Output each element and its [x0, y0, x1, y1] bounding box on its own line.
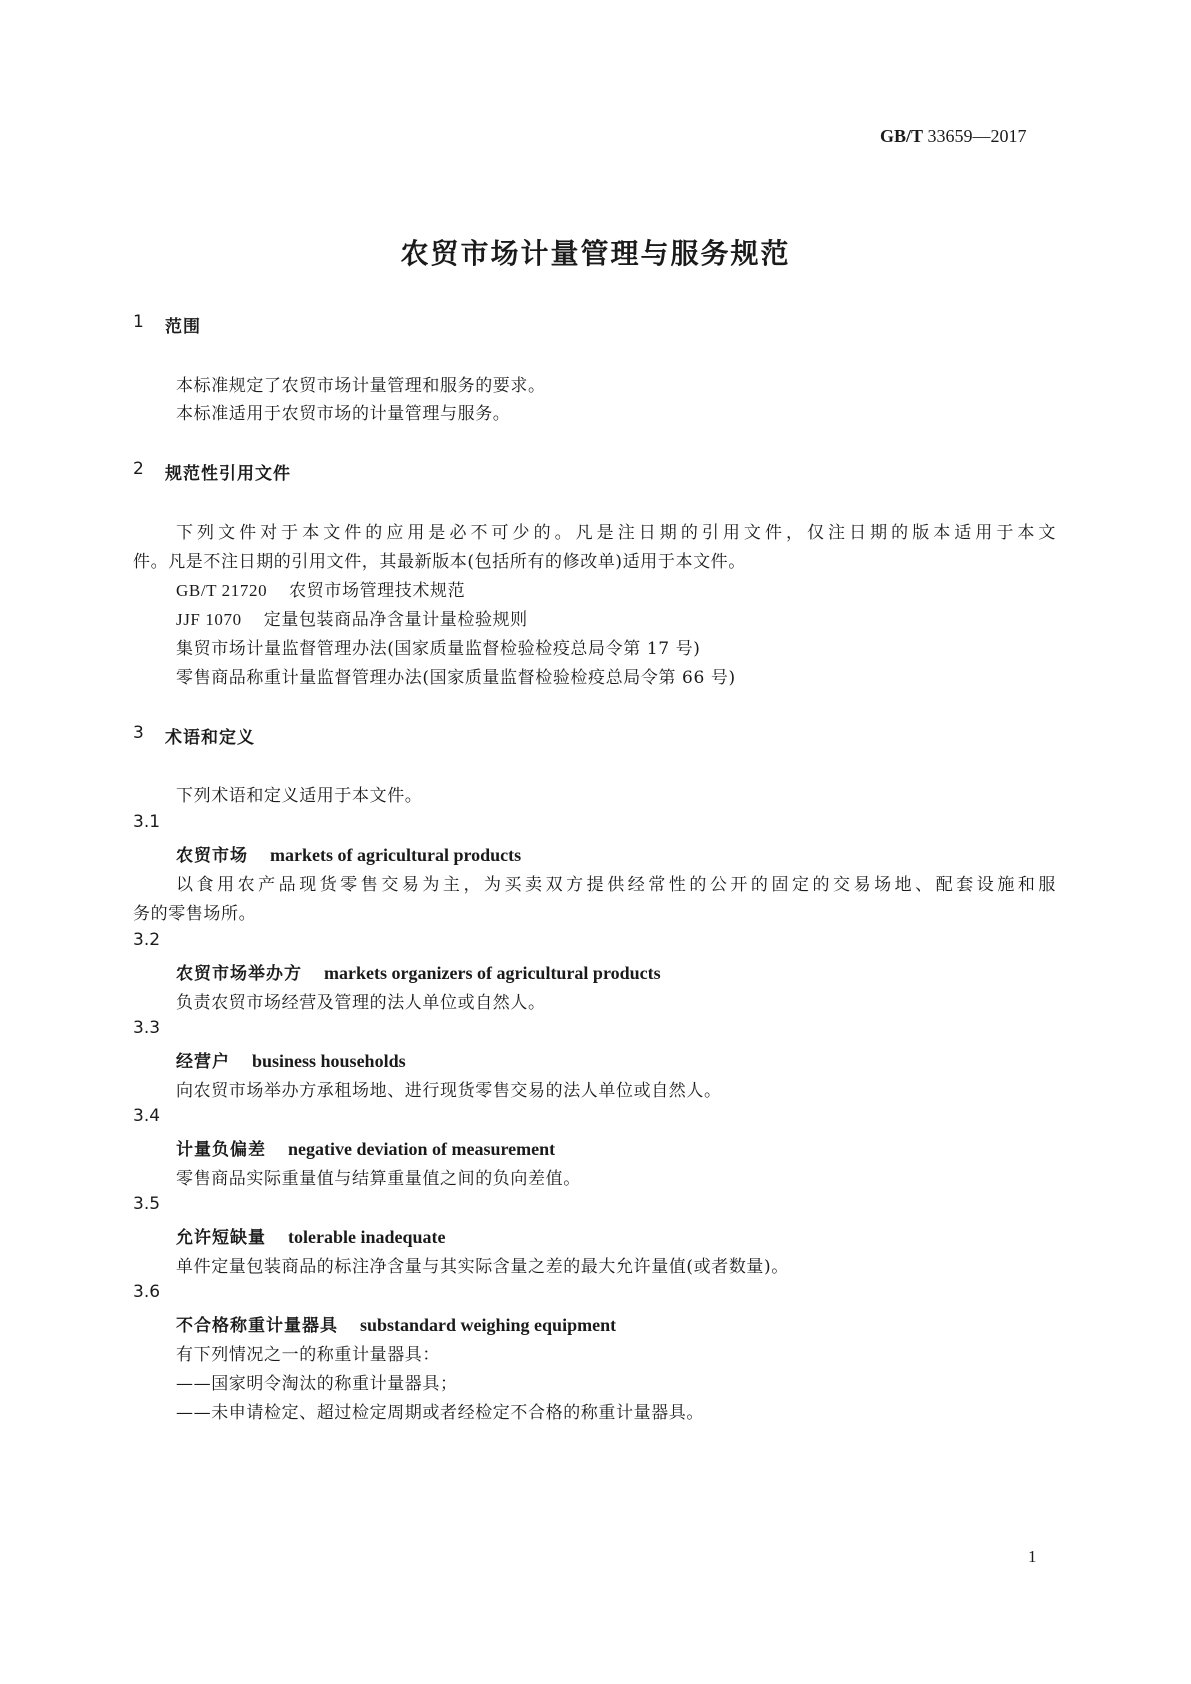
clause-number: 3.6: [133, 1282, 161, 1302]
section-3-intro: 下列术语和定义适用于本文件。: [176, 786, 423, 806]
standard-prefix: GB/T: [880, 126, 924, 146]
reference-item: [176, 605, 528, 630]
section-1-number: 1: [133, 312, 144, 332]
term-english: markets organizers of agricultural products: [324, 963, 661, 983]
page-number: 1: [1028, 1547, 1037, 1566]
term-definition: 向农贸市场举办方承租场地、进行现货零售交易的法人单位或自然人。: [176, 1081, 722, 1101]
term-heading: [176, 959, 661, 984]
term-english: substandard weighing equipment: [360, 1315, 617, 1335]
term-definition: 单件定量包装商品的标注净含量与其实际含量之差的最大允许量值(或者数量)。: [176, 1257, 789, 1277]
term-heading: [176, 841, 521, 866]
term-english: negative deviation of measurement: [288, 1139, 556, 1159]
reference-title: 零售商品称重计量监督管理办法(国家质量监督检验检疫总局令第 66 号): [176, 668, 736, 688]
section-3-number: 3: [133, 723, 144, 743]
section-1-paragraph-2: 本标准适用于农贸市场的计量管理与服务。: [176, 404, 511, 424]
list-item: ——未申请检定、超过检定周期或者经检定不合格的称重计量器具。: [176, 1403, 704, 1423]
reference-item: [176, 576, 465, 601]
reference-code: JJF 1070: [176, 610, 242, 629]
section-2-paragraph-line-1: 下列文件对于本文件的应用是必不可少的。凡是注日期的引用文件，仅注日期的版本适用于本文: [176, 523, 1056, 543]
term-heading: [176, 1047, 406, 1072]
clause-number: 3.1: [133, 812, 161, 832]
term-definition: 负责农贸市场经营及管理的法人单位或自然人。: [176, 993, 546, 1013]
term-heading: [176, 1311, 616, 1336]
term-english: tolerable inadequate: [288, 1227, 446, 1247]
term-heading: [176, 1223, 446, 1248]
reference-code: GB/T 21720: [176, 581, 268, 600]
clause-number: 3.2: [133, 930, 161, 950]
clause-number: 3.5: [133, 1194, 161, 1214]
reference-title: 农贸市场管理技术规范: [289, 581, 466, 601]
term-chinese: 经营户: [176, 1052, 230, 1072]
clause-number: 3.4: [133, 1106, 161, 1126]
term-heading: [176, 1135, 555, 1160]
section-1-paragraph-1: 本标准规定了农贸市场计量管理和服务的要求。: [176, 376, 546, 396]
term-definition: 零售商品实际重量值与结算重量值之间的负向差值。: [176, 1169, 581, 1189]
term-chinese: 农贸市场举办方: [176, 964, 302, 984]
reference-item: [176, 663, 736, 688]
reference-item: [176, 634, 701, 659]
list-item: ——国家明令淘汰的称重计量器具；: [176, 1374, 458, 1394]
reference-title: 定量包装商品净含量计量检验规则: [263, 610, 528, 630]
standard-code: [880, 126, 1027, 147]
term-chinese: 计量负偏差: [176, 1140, 266, 1160]
section-3-title: 术语和定义: [165, 728, 255, 748]
term-definition-line-1: 以食用农产品现货零售交易为主，为买卖双方提供经常性的公开的固定的交易场地、配套设施和服: [176, 875, 1056, 895]
clause-number: 3.3: [133, 1018, 161, 1038]
term-chinese: 农贸市场: [176, 846, 248, 866]
section-2-title: 规范性引用文件: [165, 464, 291, 484]
term-chinese: 不合格称重计量器具: [176, 1316, 338, 1336]
term-english: business households: [252, 1051, 406, 1071]
section-2-paragraph-line-2: 件。凡是不注日期的引用文件，其最新版本(包括所有的修改单)适用于本文件。: [133, 552, 746, 572]
term-chinese: 允许短缺量: [176, 1228, 266, 1248]
standard-number: 33659—2017: [927, 126, 1027, 146]
document-title: 农贸市场计量管理与服务规范: [400, 237, 791, 270]
reference-title: 集贸市场计量监督管理办法(国家质量监督检验检疫总局令第 17 号): [176, 639, 701, 659]
term-definition: 有下列情况之一的称重计量器具：: [176, 1345, 440, 1365]
section-1-title: 范围: [165, 317, 201, 337]
term-definition-line-2: 务的零售场所。: [133, 904, 257, 924]
section-2-number: 2: [133, 459, 144, 479]
term-english: markets of agricultural products: [270, 845, 522, 865]
